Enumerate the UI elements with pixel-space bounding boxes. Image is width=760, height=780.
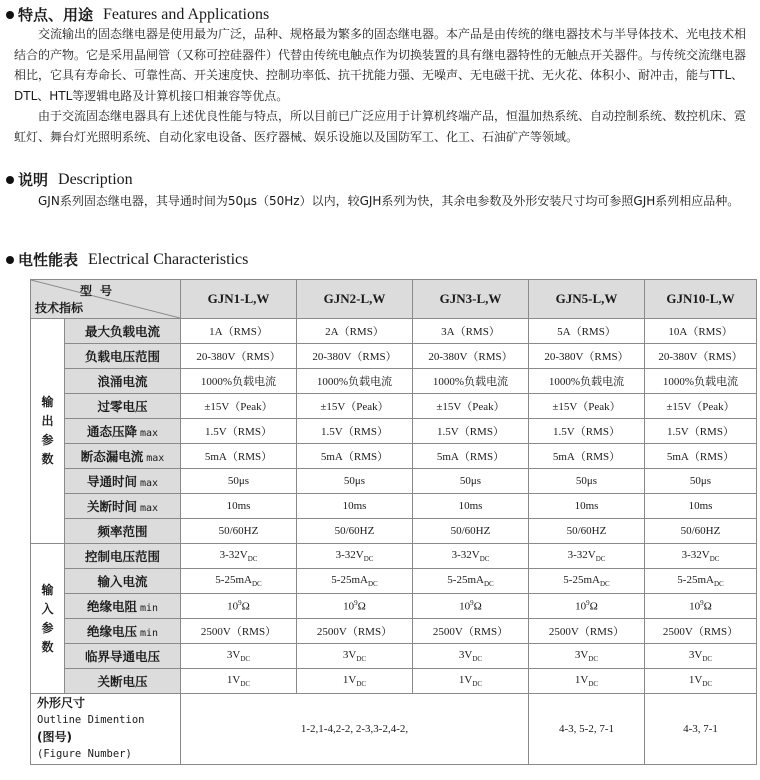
param-label: 关断时间 max [65,494,181,519]
value-cell: $1V_{DC}$ [181,669,297,694]
table-row [31,594,757,619]
features-paragraph-2: 由于交流固态继电器具有上述优良性能与特点，所以目前已广泛应用于计算机终端产品，恒温加热系统、自动控制系统、数控机床、霓虹灯、舞台灯光照明系统、自动化家电设备、医疗器械、娱乐设施以及国防军工、化工、石油矿产等领域。 [14,109,747,144]
bullet-icon [6,256,14,264]
param-label: 断态漏电流 max [65,444,181,469]
bullet-icon [6,11,14,19]
electrical-heading [6,249,248,270]
outline-label-fig-cn: (图号) [37,730,72,744]
input-params-group: 输 入 参 数 [31,544,65,694]
value-cell: $5-25mA_{DC}$ [413,569,529,594]
table-row [31,394,757,419]
bullet-icon [6,176,14,184]
value-cell: 50μs [645,469,757,494]
value-cell: $5-25mA_{DC}$ [645,569,757,594]
value-cell: $3-32V_{DC}$ [645,544,757,569]
param-label: 绝缘电阻 min [65,594,181,619]
value-cell: $10^9\Omega$ [645,594,757,619]
param-label: 频率范围 [65,519,181,544]
table-row [31,319,757,344]
description-title-cn: 说明 [18,171,49,189]
value-cell: $3V_{DC}$ [181,644,297,669]
value-cell: ±15V（Peak） [529,394,645,419]
value-cell: 1000%负载电流 [297,369,413,394]
output-params-group: 输 出 参 数 [31,319,65,544]
value-cell: 10ms [181,494,297,519]
param-qualifier: min [139,603,159,614]
value-cell: 2500V（RMS） [181,619,297,644]
figure-numbers-gjn5: 4-3, 5-2, 7-1 [529,694,645,765]
value-cell: 1000%负载电流 [529,369,645,394]
param-label: 控制电压范围 [65,544,181,569]
corner-cell [31,280,181,319]
figure-numbers-gjn1-3: 1-2,1-4,2-2, 2-3,3-2,4-2, [181,694,529,765]
value-cell: 5mA（RMS） [181,444,297,469]
value-cell: 1.5V（RMS） [529,419,645,444]
table-row [31,419,757,444]
figure-numbers-gjn10: 4-3, 7-1 [645,694,757,765]
value-cell: 20-380V（RMS） [413,344,529,369]
value-cell: 5mA（RMS） [413,444,529,469]
value-cell: 20-380V（RMS） [181,344,297,369]
table-row [31,544,757,569]
model-header: GJN10-L,W [645,280,757,319]
value-cell: $5-25mA_{DC}$ [297,569,413,594]
value-cell: 1000%负载电流 [413,369,529,394]
model-header: GJN5-L,W [529,280,645,319]
param-label: 输入电流 [65,569,181,594]
table-body [31,280,757,765]
value-cell: 10ms [413,494,529,519]
value-cell: $3V_{DC}$ [529,644,645,669]
value-cell: 5A（RMS） [529,319,645,344]
param-label: 过零电压 [65,394,181,419]
value-cell: $1V_{DC}$ [645,669,757,694]
value-cell: 5mA（RMS） [297,444,413,469]
value-cell: 1.5V（RMS） [297,419,413,444]
value-cell: $5-25mA_{DC}$ [181,569,297,594]
value-cell: 2500V（RMS） [413,619,529,644]
value-cell: 1000%负载电流 [645,369,757,394]
outline-label-en: Outline Dimention [37,714,145,726]
features-title-en: Features and Applications [103,5,270,23]
outline-label [31,694,181,765]
model-header: GJN3-L,W [413,280,529,319]
value-cell: $3V_{DC}$ [413,644,529,669]
value-cell: $10^9\Omega$ [529,594,645,619]
value-cell: ±15V（Peak） [645,394,757,419]
value-cell: ±15V（Peak） [181,394,297,419]
table-row [31,519,757,544]
value-cell: 2500V（RMS） [529,619,645,644]
value-cell: 1.5V（RMS） [181,419,297,444]
value-cell: 1.5V（RMS） [413,419,529,444]
value-cell: 50/60HZ [297,519,413,544]
param-label: 通态压降 max [65,419,181,444]
table-row [31,644,757,669]
table-row [31,444,757,469]
value-cell: ±15V（Peak） [413,394,529,419]
value-cell: 50μs [297,469,413,494]
corner-label-model: 型号 [79,284,120,298]
value-cell: 1A（RMS） [181,319,297,344]
param-qualifier: max [146,453,165,464]
value-cell: 10ms [529,494,645,519]
value-cell: 3A（RMS） [413,319,529,344]
value-cell: 20-380V（RMS） [529,344,645,369]
param-qualifier: min [139,628,159,639]
table-header-row [31,280,757,319]
value-cell: 10ms [297,494,413,519]
features-heading [6,4,269,25]
table-row [31,469,757,494]
value-cell: 2500V（RMS） [645,619,757,644]
value-cell: 1.5V（RMS） [645,419,757,444]
description-title-en: Description [58,170,133,188]
param-label: 关断电压 [65,669,181,694]
param-label: 最大负载电流 [65,319,181,344]
outline-label-fig-en: (Figure Number) [37,748,132,760]
table-row [31,344,757,369]
value-cell: 50/60HZ [529,519,645,544]
value-cell: $3V_{DC}$ [645,644,757,669]
value-cell: $10^9\Omega$ [413,594,529,619]
corner-label-spec: 技术指标 [35,301,84,315]
electrical-title-en: Electrical Characteristics [88,250,249,268]
value-cell: 10ms [645,494,757,519]
value-cell: 10A（RMS） [645,319,757,344]
description-text: GJN系列固态继电器，其导通时间为50μs（50Hz）以内，较GJH系列为快，其余电参数及外形安装尺寸均可参照GJH系列相应品种。 [38,194,740,208]
value-cell: $5-25mA_{DC}$ [529,569,645,594]
value-cell: $10^9\Omega$ [181,594,297,619]
value-cell: $3V_{DC}$ [297,644,413,669]
value-cell: $3-32V_{DC}$ [529,544,645,569]
outline-label-cn: 外形尺寸 [37,696,86,710]
value-cell: 50μs [181,469,297,494]
model-header: GJN2-L,W [297,280,413,319]
value-cell: 50μs [529,469,645,494]
value-cell: $3-32V_{DC}$ [297,544,413,569]
value-cell: ±15V（Peak） [297,394,413,419]
value-cell: $10^9\Omega$ [297,594,413,619]
table-row [31,494,757,519]
value-cell: 20-380V（RMS） [297,344,413,369]
value-cell: $1V_{DC}$ [413,669,529,694]
value-cell: 5mA（RMS） [529,444,645,469]
value-cell: 50/60HZ [645,519,757,544]
features-title-cn: 特点、用途 [18,6,94,24]
value-cell: 50/60HZ [181,519,297,544]
table-row [31,369,757,394]
electrical-title-cn: 电性能表 [18,251,79,269]
electrical-characteristics-table [30,279,757,765]
value-cell: $1V_{DC}$ [529,669,645,694]
value-cell: $1V_{DC}$ [297,669,413,694]
value-cell: 50/60HZ [413,519,529,544]
value-cell: 20-380V（RMS） [645,344,757,369]
param-qualifier: max [139,478,159,489]
value-cell: 2500V（RMS） [297,619,413,644]
value-cell: $3-32V_{DC}$ [413,544,529,569]
param-label: 绝缘电压 min [65,619,181,644]
model-header: GJN1-L,W [181,280,297,319]
value-cell: 1000%负载电流 [181,369,297,394]
param-qualifier: max [139,428,159,439]
description-heading [6,169,133,190]
table-row [31,569,757,594]
value-cell: 5mA（RMS） [645,444,757,469]
param-label: 负载电压范围 [65,344,181,369]
param-label: 导通时间 max [65,469,181,494]
features-paragraph-1: 交流输出的固态继电器是使用最为广泛，品种、规格最为繁多的固态继电器。本产品是由传统的继电器技术与半导体技术、光电技术相结合的产物。它是采用晶闸管（又称可控硅器件）代替由传统电触点作为切换装置的具有继电器特性的无触点开关器件。与传统交流继电器相比，它具有寿命长、可靠性高、开关速度快、控制功率低、抗干扰能力强、无噪声、无电磁干扰、无火花、体积小、耐冲击，能与TTL、DTL、HTL等逻辑电路及计算机接口相兼容等优点。 [14,27,747,103]
param-label: 浪涌电流 [65,369,181,394]
value-cell: $3-32V_{DC}$ [181,544,297,569]
table-row [31,619,757,644]
param-label: 临界导通电压 [65,644,181,669]
outline-row [31,694,757,765]
table-row [31,669,757,694]
value-cell: 2A（RMS） [297,319,413,344]
value-cell: 50μs [413,469,529,494]
param-qualifier: max [139,503,159,514]
